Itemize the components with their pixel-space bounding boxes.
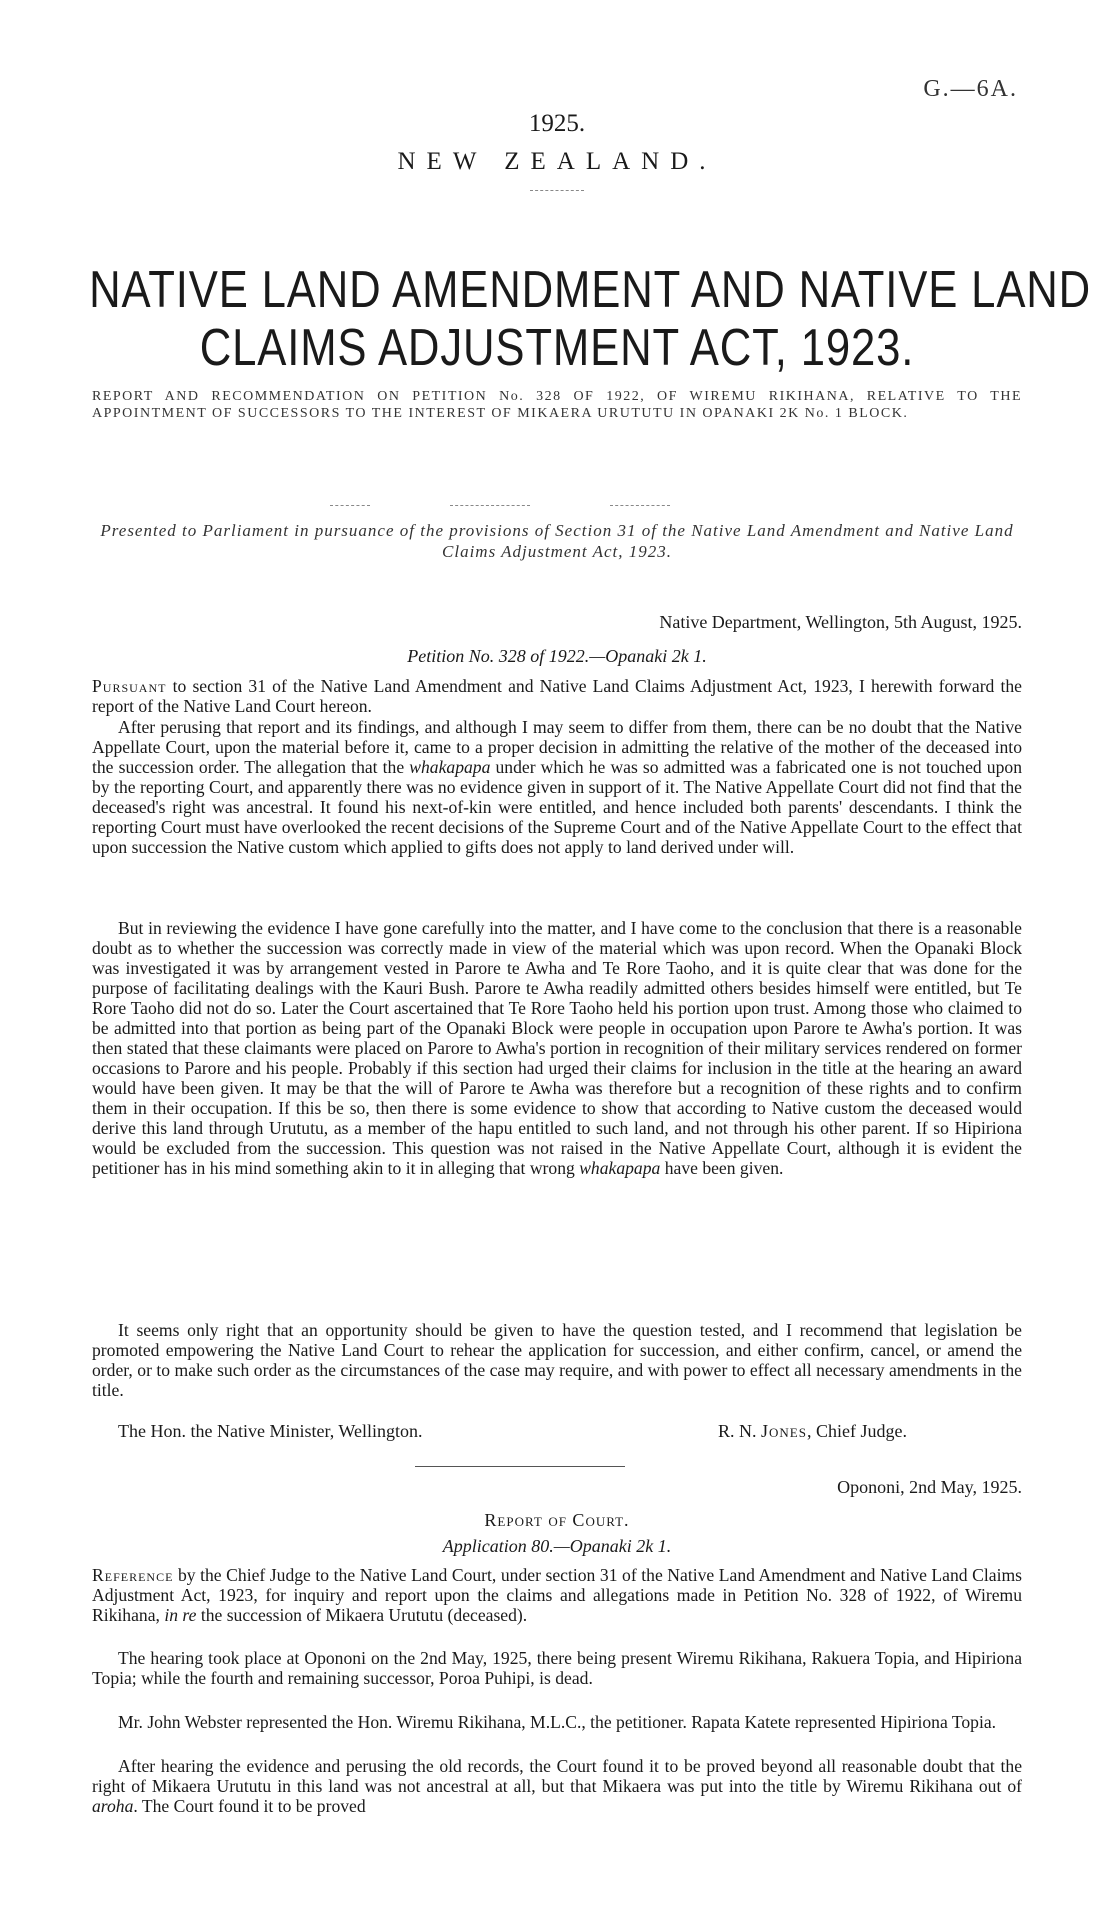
paragraph-text: to section 31 of the Native Land Amendment and Native Land Claims Adjustment Act, 1923, I herewith forward the report of the Native Land Court hereon. [92,676,1022,716]
report-paragraph-3: Mr. John Webster represented the Hon. Wiremu Rikihana, M.L.C., the petitioner. Rapata Katete represented Hipiriona Topia. [118,1712,997,1732]
latin-term: in re [164,1605,197,1625]
paragraph-text: have been given. [660,1158,784,1178]
presented-to-parliament: Presented to Parliament in pursuance of the provisions of Section 31 of the Native Land Amendment and Native Land Claims Adjustment Act, 1923. [100,521,1014,561]
report-dateline: Opononi, 2nd May, 1925. [837,1477,1022,1497]
paragraph-text: under which he was so admitted was a fabricated one is not touched upon by the reporting Court, and apparently there was no evidence given in support of it. The Native Appellate Court did not find that the deceased's right was ancestral. It found his next-of-kin were entitled, and hence included both parents' descendants. I think the reporting Court must have overlooked the recent decisions of the Supreme Court and of the Native Appellate Court to the effect that upon succession the Native custom which applied to gifts does not apply to land derived under will. [92,757,1022,857]
separator-rule [450,505,530,506]
separator-rule [330,505,370,506]
document-year: 1925. [528,110,586,137]
application-reference: Application 80.—Opanaki 2k 1. [442,1536,672,1556]
report-paragraph-1 [92,1565,1022,1625]
paragraph-text: After hearing the evidence and perusing the old records, the Court found it to be proved beyond all reasonable doubt that the right of Mikaera Urututu in this land was not ancestral at all, but that Mikaera was put into the title by Wiremu Rikihana out of [92,1756,1022,1796]
report-paragraph-2: The hearing took place at Opononi on the 2nd May, 1925, there being present Wiremu Rikihana, Rakuera Topia, and Hipiriona Topia; while the fourth and remaining successor, Poroa Puhipi, is dead. [92,1648,1022,1688]
paragraph-text: But in reviewing the evidence I have gone carefully into the matter, and I have come to the conclusion that there is a reasonable doubt as to whether the succession was correctly made in view of the material which was upon record. When the Opanaki Block was investigated it was by arrangement vested in Parore te Awha and Te Rore Taoho, and it is quite clear that was done for the purpose of facilitating dealings with the Kauri Bush. Parore te Awha readily admitted others besides himself were entitled, but Te Rore Taoho did not do so. Later the Court ascertained that Te Rore Taoho held his portion upon trust. Among those who claimed to be admitted into that portion as being part of the Opanaki Block were people in occupation upon Parore te Awha's portion. It was then stated that these claimants were placed on Parore to Awha's portion in recognition of their military services rendered on former occasions to Parore and his people. Probably if this section had urged their claims for inclusion in the title at the hearing an award would have been given. It may be that the will of Parore te Awha was therefore but a recognition of these rights and to confirm them in their occupation. If this be so, then there is some evidence to show that according to Native custom the deceased would derive this land through Urututu, as a member of the hapu entitled to such land, and not through his other parent. If so Hipiriona would be excluded from the succession. This question was not raised in the Native Appellate Court, although it is evident the petitioner has in his mind something akin to it in alleging that wrong [92,918,1022,1178]
paragraph-text: . The Court found it to be proved [133,1796,366,1816]
letter-paragraph-1 [92,676,1022,716]
report-heading: Report of Court. [484,1510,630,1530]
paragraph-lead-word: Pursuant [92,676,167,696]
signature-title: , Chief Judge. [806,1421,907,1441]
section-divider [415,1466,625,1467]
report-subtitle: REPORT AND RECOMMENDATION ON PETITION No. 328 OF 1922, OF WIREMU RIKIHANA, RELATIVE TO THE APPOINTMENT OF SUCCESSORS TO THE INTEREST OF MIKAERA URUTUTU IN OPANAKI 2K No. 1 BLOCK. [92,389,1022,421]
signature [718,1421,907,1442]
paragraph-lead-word: Reference [92,1565,174,1585]
letter-paragraph-4: It seems only right that an opportunity should be given to have the question tested, and I recommend that legislation be promoted empowering the Native Land Court to rehear the application for succession, and either confirm, cancel, or amend the order, or to make such order as the circumstances of the case may require, and with power to effect all necessary amendments in the title. [92,1320,1022,1400]
paragraph-text: by the Chief Judge to the Native Land Court, under section 31 of the Native Land Amendment and Native Land Claims Adjustment Act, 1923, for inquiry and report upon the claims and allegations made in Petition No. 328 of 1922, of Wiremu Rikihana, [92,1565,1022,1625]
document-reference: G.—6A. [923,76,1018,102]
ornamental-rule [530,190,584,191]
maori-term: whakapapa [579,1158,661,1178]
separator-rule [610,505,670,506]
paragraph-text: the succession of Mikaera Urututu (deceased). [196,1605,528,1625]
letter-paragraph-3 [92,918,1022,1178]
signature-name: Jones [761,1421,807,1441]
report-paragraph-4 [92,1756,1022,1816]
paragraph-text: After perusing that report and its findings, and although I may seem to differ from them, there can be no doubt that the Native Appellate Court, upon the material before it, came to a proper decision in admitting the relative of the mother of the deceased into the succession order. The allegation that the [92,717,1022,777]
maori-term: whakapapa [409,757,491,777]
title-line-1: NATIVE LAND AMENDMENT AND NATIVE LAND [89,261,1092,319]
title-line-2: CLAIMS ADJUSTMENT ACT, 1923. [199,319,915,377]
letter-paragraph-2 [92,717,1022,857]
petition-reference: Petition No. 328 of 1922.—Opanaki 2k 1. [407,646,707,666]
maori-term: aroha [92,1796,134,1816]
addressee: The Hon. the Native Minister, Wellington. [118,1421,423,1441]
signature-initials: R. N. [718,1421,762,1441]
country-heading: NEW ZEALAND. [397,148,717,175]
letter-dateline: Native Department, Wellington, 5th August, 1925. [659,612,1022,632]
